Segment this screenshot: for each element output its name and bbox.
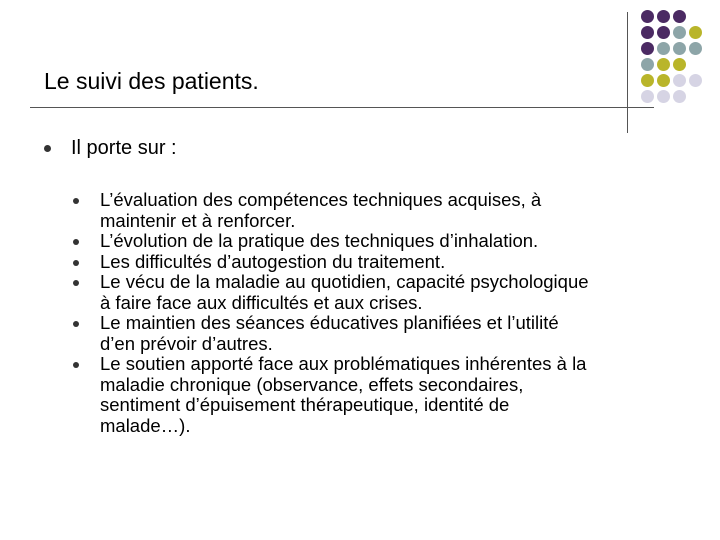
decorative-dot: [673, 26, 686, 39]
list-item: [73, 190, 693, 231]
decorative-dot: [673, 10, 686, 23]
decorative-dot: [673, 58, 686, 71]
decorative-dot: [657, 58, 670, 71]
decorative-dot: [641, 10, 654, 23]
decorative-dot: [641, 90, 654, 103]
decorative-dot: [689, 42, 702, 55]
list-item-line: Le soutien apporté face aux problématiques inhérentes à la: [100, 353, 587, 374]
list-item: [73, 313, 693, 354]
decorative-dot: [641, 26, 654, 39]
decorative-dot: [657, 90, 670, 103]
decorative-dot: [673, 90, 686, 103]
list-item-line: maladie chronique (observance, effets secondaires,: [100, 373, 524, 395]
bullet-icon: [73, 321, 79, 327]
bullet-icon: [73, 198, 79, 204]
decorative-dot: [673, 74, 686, 87]
slide-title: Le suivi des patients.: [44, 68, 259, 94]
list-item: [73, 231, 693, 252]
bullet-icon: [44, 145, 51, 152]
list-item: [73, 252, 693, 273]
bullet-icon: [73, 260, 79, 266]
decorative-dot: [689, 74, 702, 87]
title-underline: [30, 107, 654, 108]
list-item-line: sentiment d’épuisement thérapeutique, identité de: [100, 394, 510, 415]
list-item: [73, 272, 693, 313]
decorative-dot: [657, 10, 670, 23]
list-item-line: d’en prévoir d’autres.: [100, 332, 273, 354]
decorative-dot: [673, 42, 686, 55]
list-item-line: malade…).: [100, 414, 191, 436]
level1-text: Il porte sur :: [71, 137, 177, 159]
decorative-dot: [657, 74, 670, 87]
list-item-line: à faire face aux difficultés et aux crises.: [100, 291, 423, 313]
bullet-icon: [73, 362, 79, 368]
list-item-line: maintenir et à renforcer.: [100, 209, 296, 231]
decorative-dot: [641, 42, 654, 55]
list-item: [73, 354, 693, 436]
list-item-line: L’évaluation des compétences techniques acquises, à: [100, 189, 542, 210]
bullet-icon: [73, 239, 79, 245]
vertical-divider: [627, 12, 628, 133]
list-item-line: L’évolution de la pratique des techniques d’inhalation.: [100, 230, 539, 251]
bullet-icon: [73, 280, 79, 286]
list-item-line: Les difficultés d’autogestion du traitement.: [100, 250, 446, 272]
list-item-line: Le vécu de la maladie au quotidien, capacité psychologique: [100, 271, 589, 292]
decorative-dot: [689, 26, 702, 39]
list-item-line: Le maintien des séances éducatives planifiées et l’utilité: [100, 312, 559, 333]
decorative-dot: [641, 58, 654, 71]
decorative-dot: [641, 74, 654, 87]
sub-bullet-list: [73, 190, 693, 436]
decorative-dot: [657, 26, 670, 39]
decorative-dot: [657, 42, 670, 55]
